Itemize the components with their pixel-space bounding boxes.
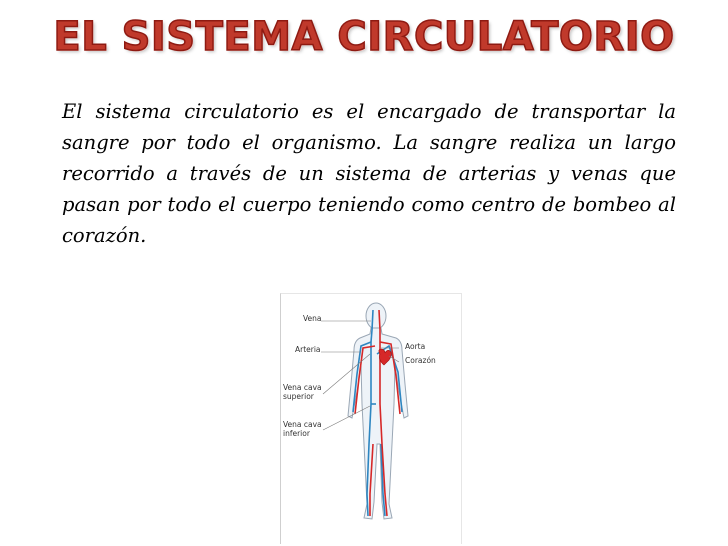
circulatory-diagram [280, 293, 462, 544]
head-shape [366, 303, 386, 329]
label-corazon: Corazón [405, 356, 436, 365]
page-title: EL SISTEMA CIRCULATORIO [53, 14, 675, 60]
label-arteria: Arteria [295, 345, 321, 354]
body-illustration [281, 294, 461, 544]
label-aorta: Aorta [405, 342, 426, 351]
label-vena-cava-inferior: Vena cava inferior [283, 420, 322, 438]
torso-shape [348, 328, 408, 519]
label-vena-cava-superior: Vena cava superior [283, 383, 322, 401]
intro-paragraph: El sistema circulatorio es el encargado de transportar la sangre por todo el organismo. La sangre realiza un largo recorrido a través de un sistema de arterias y venas que pasan por todo el cuerpo teniendo como centro de bombeo al corazón. [62, 100, 676, 247]
label-vena: Vena [303, 314, 322, 323]
